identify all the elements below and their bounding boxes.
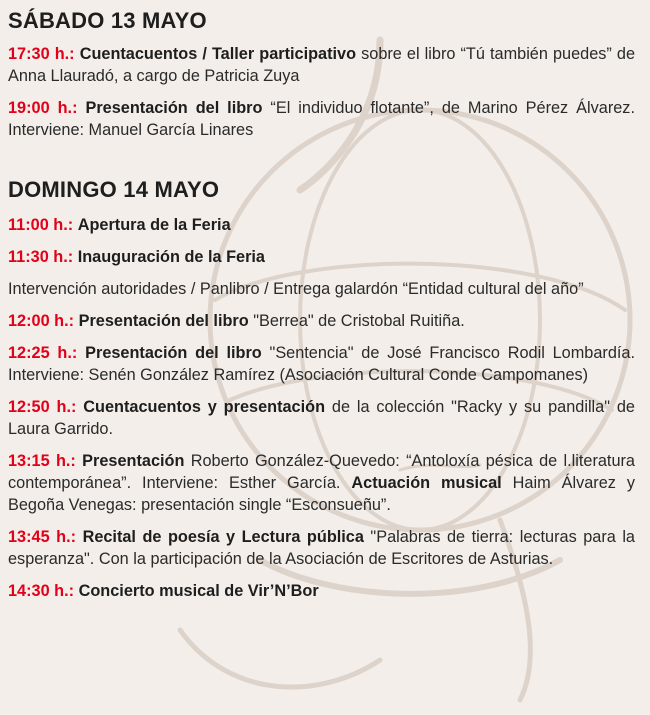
event-title: Apertura de la Feria <box>77 216 231 234</box>
event-title: Recital de poesía y Lectura pública <box>82 528 364 546</box>
event-description: "Sentencia" de José Francisco Rodil Lombardía. Interviene: Senén González Ramírez (Asociación Cultural Conde Campomanes) <box>8 344 635 384</box>
event-description: “El individuo flotante”, de Marino Pérez Álvarez. Interviene: Manuel García Linares <box>8 99 635 139</box>
event-title: Presentación del libro <box>85 344 262 362</box>
event-item <box>8 580 635 602</box>
event-title: Presentación del libro <box>85 99 263 117</box>
event-item <box>8 342 635 386</box>
event-item <box>8 246 635 268</box>
event-title: Concierto musical de Vir’N’Bor <box>78 582 319 600</box>
event-time: 13:45 h.: <box>8 528 77 546</box>
event-time: 19:00 h.: <box>8 99 78 117</box>
event-title: Cuentacuentos y presentación <box>83 398 326 416</box>
day-heading-saturday: SÁBADO 13 MAYO <box>8 8 207 33</box>
event-description: de la colección "Racky y su pandilla" de Laura Garrido. <box>8 398 635 438</box>
event-item <box>8 97 635 141</box>
event-description: Roberto González-Quevedo: “Antoloxía pésica de l.literatura contemporánea”. Interviene: Esther García. <box>8 452 635 492</box>
event-time: 13:15 h.: <box>8 452 76 470</box>
event-item <box>8 526 635 570</box>
event-item <box>8 450 635 516</box>
day-heading-sunday: DOMINGO 14 MAYO <box>8 177 220 202</box>
event-time: 17:30 h.: <box>8 45 75 63</box>
event-time: 12:25 h.: <box>8 344 78 362</box>
event-item <box>8 396 635 440</box>
event-description: Haim Álvarez y Begoña Venegas: presentación single “Esconsueñu”. <box>8 474 635 514</box>
event-description: "Palabras de tierra: lecturas para la esperanza". Con la participación de la Asociación de Escritores de Asturias. <box>8 528 635 568</box>
event-title: Presentación <box>82 452 185 470</box>
event-time: 12:50 h.: <box>8 398 77 416</box>
event-title: Actuación musical <box>351 474 502 492</box>
event-time: 11:00 h.: <box>8 216 74 234</box>
event-item <box>8 310 635 332</box>
event-time: 11:30 h.: <box>8 248 74 266</box>
event-time: 14:30 h.: <box>8 582 75 600</box>
event-description: Intervención autoridades / Panlibro / Entrega galardón “Entidad cultural del año” <box>8 280 584 298</box>
event-description: sobre el libro “Tú también puedes” de Anna Llauradó, a cargo de Patricia Zuya <box>8 45 636 85</box>
event-title: Cuentacuentos / Taller participativo <box>79 45 357 63</box>
event-time: 12:00 h.: <box>8 312 75 330</box>
event-title: Inauguración de la Feria <box>77 248 265 266</box>
event-item <box>8 278 635 300</box>
event-title: Presentación del libro <box>78 312 249 330</box>
event-item <box>8 214 635 236</box>
saturday-events <box>8 43 635 151</box>
sunday-events <box>8 214 635 612</box>
event-description: "Berrea" de Cristobal Ruitiña. <box>248 312 465 330</box>
event-item <box>8 43 635 87</box>
